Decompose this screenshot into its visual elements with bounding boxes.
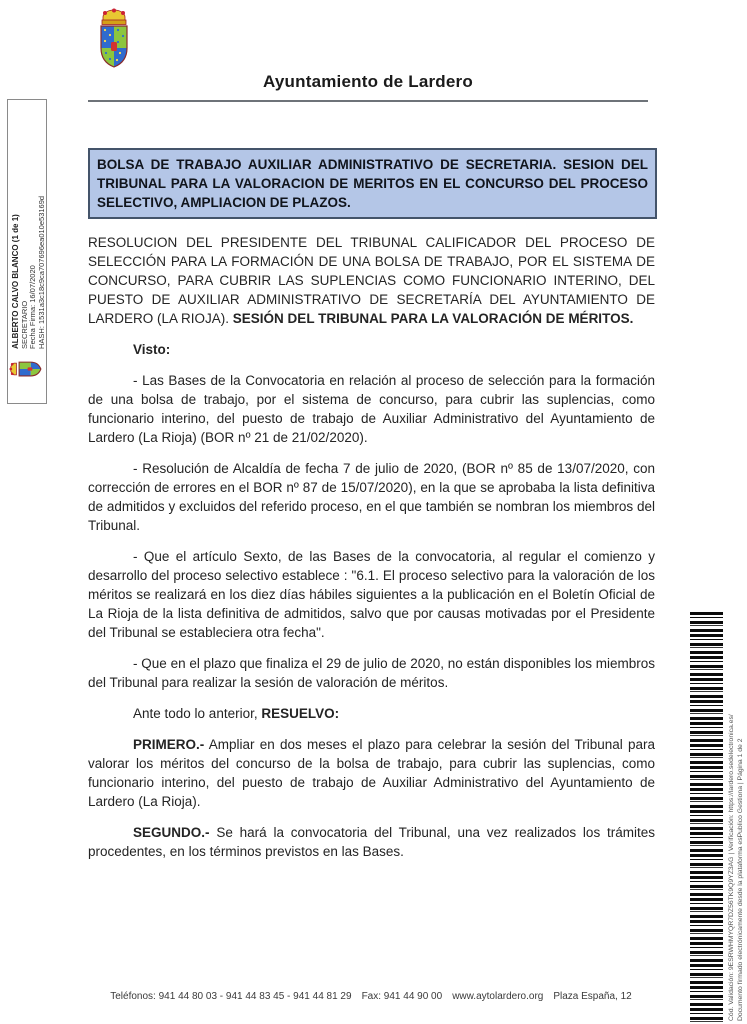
page-title: Ayuntamiento de Lardero (263, 72, 473, 91)
signature-date: Fecha Firma: 16/07/2020 (28, 265, 37, 349)
resolucion-primero (88, 735, 655, 811)
paragraph-text-segment: RESOLUCION DEL PRESIDENTE DEL TRIBUNAL CALIFICADOR DEL PROCESO DE SELECCIÓN PARA LA FORMACIÓN DE UNA BOLSA DE TRABAJO, POR EL SISTEMA DE CONCURSO, PARA CUBRIR LAS SUPLENCIAS COMO FUNCIONARIO INTERINO, DEL PUESTO DE AUXILIAR ADMINISTRATIVO DE SECRETARÍA DEL AYUNTAMIENTO DE LARDERO (LA RIOJA). (88, 235, 655, 326)
signature-rotated-text (12, 117, 46, 349)
paragraph-resolucion (88, 233, 655, 328)
considerando-4: - Que en el plazo que finaliza el 29 de julio de 2020, no están disponibles los miembros del Tribunal para realizar la sesión de valoración de méritos. (88, 656, 655, 690)
resolucion-segundo (88, 823, 655, 861)
barcode (690, 612, 723, 1022)
signer-name: ALBERTO CALVO BLANCO (1 de 1) (11, 214, 20, 349)
subject-text: BOLSA DE TRABAJO AUXILIAR ADMINISTRATIVO DE SECRETARIA. SESION DEL TRIBUNAL PARA LA VALORACION DE MERITOS EN EL CONCURSO DEL PROCESO SELECTIVO, AMPLIACION DE PLAZOS. (97, 157, 648, 210)
considerando-1: - Las Bases de la Convocatoria en relación al proceso de selección para la formación de una bolsa de trabajo, por el sistema de concurso, para cubrir las suplencias, como funcionario interino, del puesto de trabajo de Auxiliar Administrativo del Ayuntamiento de Lardero (La Rioja) (BOR nº 21 de 21/02/2020). (88, 373, 655, 445)
subject-highlight-box (88, 148, 657, 219)
validation-code-line: Cód. Validación: 9ESRWHMYQR7DZ56TK9Q9YZ3AG | Verificación: https://lardero.sedelectronica.es/ (728, 714, 735, 1021)
coat-of-arms-logo (93, 7, 135, 71)
validation-sidebar (727, 609, 745, 1021)
footer-phones: Teléfonos: 941 44 80 03 - 941 44 83 45 - 941 44 81 29 (110, 991, 352, 1002)
footer-contact (71, 991, 671, 1002)
paragraph-text-segment: Ante todo lo anterior, (133, 706, 262, 721)
signature-hash: HASH: 1531a3c18c9ca707696ea010e53169d (36, 195, 46, 349)
visto-label: Visto: (133, 342, 171, 357)
footer-address: Plaza España, 12 (553, 991, 632, 1002)
signer-role: SECRETARIO (19, 300, 29, 349)
document-body (88, 233, 655, 873)
footer-fax: Fax: 941 44 90 00 (361, 991, 443, 1002)
signature-stamp-box (7, 99, 47, 404)
segundo-label: SEGUNDO.- (133, 825, 210, 840)
resuelvo-line (88, 704, 655, 723)
footer-website: www.aytolardero.org (452, 991, 544, 1002)
paragraph-text-segment: Ampliar en dos meses el plazo para celebrar la sesión del Tribunal para valorar los méritos del concurso de la bolsa de trabajo, para cubrir las suplencias, como funcionario interino, del puesto de trabajo de Auxiliar Administrativo del Ayuntamiento de Lardero (La Rioja). (88, 737, 655, 809)
paragraph-text-segment: Se hará la convocatoria del Tribunal, una vez realizados los trámites procedentes, en los términos previstos en las Bases. (88, 825, 655, 859)
visto-heading (88, 340, 655, 359)
header-divider (88, 100, 648, 102)
primero-label: PRIMERO.- (133, 737, 205, 752)
paragraph-bold-segment: SESIÓN DEL TRIBUNAL PARA LA VALORACIÓN DE MÉRITOS. (232, 311, 634, 326)
resuelvo-label: RESUELVO: (261, 706, 340, 721)
coat-of-arms-stamp-icon (9, 357, 43, 381)
considerando-3: - Que el artículo Sexto, de las Bases de la convocatoria, al regular el comienzo y desarrollo del proceso selectivo establece : "6.1. El proceso selectivo para la valoración de los méritos se realizará en los diez días hábiles siguientes a la publicación en el Boletín Oficial de La Rioja de la lista definitiva de admitidos, salvo que por causas motivadas por el Presidente del Tribunal se estableciera otra fecha". (88, 549, 655, 640)
validation-platform-line: Documento firmado electrónicamente desde la plataforma esPublico Gestiona | Página 1 de 2 (737, 738, 744, 1021)
considerando-2: - Resolución de Alcaldía de fecha 7 de julio de 2020, (BOR nº 85 de 13/07/2020, con corrección de errores en el BOR nº 87 de 15/07/2020), en la que se aprobaba la lista definitiva de admitidos y excluidos del referido proceso, en el que también se nombran los miembros del Tribunal. (88, 461, 655, 533)
